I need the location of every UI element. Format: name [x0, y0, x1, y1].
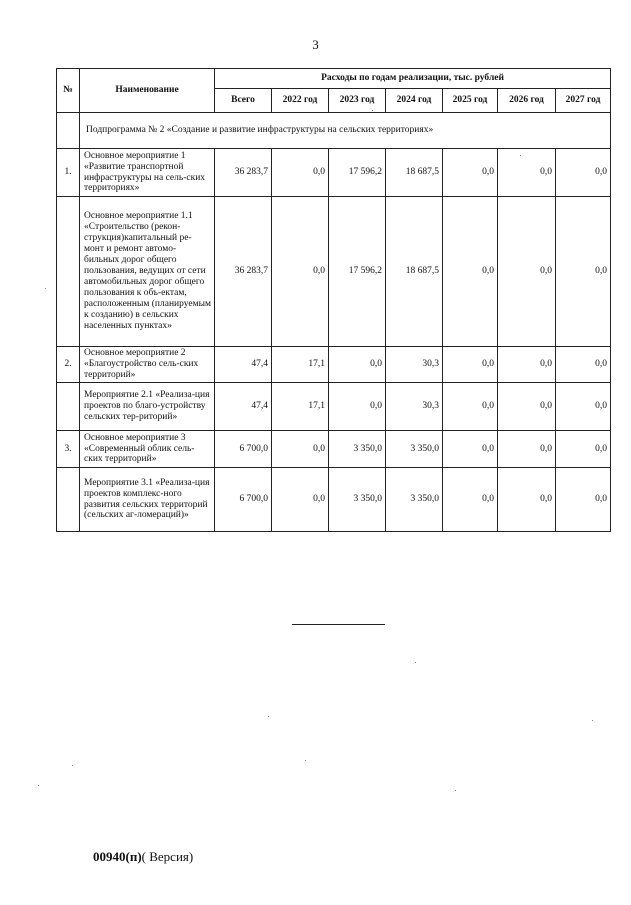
- row-value: 0,0: [556, 431, 611, 468]
- row-value: 0,0: [556, 383, 611, 431]
- row-value: 3 350,0: [329, 431, 386, 468]
- header-year: 2023 год: [329, 89, 386, 113]
- scan-speck: [592, 720, 593, 721]
- row-value: 0,0: [443, 347, 498, 383]
- header-name: Наименование: [80, 69, 215, 113]
- table-row: [57, 468, 611, 532]
- header-expenses: Расходы по годам реализации, тыс. рублей: [215, 69, 611, 89]
- row-name: Основное мероприятие 1.1 «Строительство (рекон-струкция)капитальный ре-монт и ремонт автомо-бильных дорог общего пользования, ведущих от сети автомобильных дорог общего пользования к объ-ектам, расположенным (планируемым к созданию) в сельских населенных пунктах»: [80, 197, 215, 347]
- subprogram-title: Подпрограмма № 2 «Создание и развитие инфраструктуры на сельских территориях»: [80, 113, 611, 149]
- row-name: Основное мероприятие 2 «Благоустройство сель-ских территорий»: [80, 347, 215, 383]
- header-year: 2024 год: [386, 89, 443, 113]
- row-value: 17 596,2: [329, 197, 386, 347]
- header-year: 2025 год: [443, 89, 498, 113]
- row-value: 3 350,0: [386, 431, 443, 468]
- row-value: 0,0: [498, 197, 556, 347]
- row-value: 0,0: [329, 383, 386, 431]
- page-number: 3: [312, 37, 319, 52]
- row-value: 0,0: [498, 468, 556, 532]
- row-total: 47,4: [215, 383, 272, 431]
- row-value: 0,0: [443, 431, 498, 468]
- row-value: 0,0: [443, 468, 498, 532]
- row-value: 3 350,0: [386, 468, 443, 532]
- row-name: Основное мероприятие 1 «Развитие транспортной инфраструктуры на сель-ских территориях»: [80, 149, 215, 197]
- table-row: [57, 431, 611, 468]
- row-value: 17 596,2: [329, 149, 386, 197]
- row-value: 0,0: [498, 347, 556, 383]
- header-year: 2026 год: [498, 89, 556, 113]
- header-num: №: [57, 69, 80, 113]
- row-name: Мероприятие 3.1 «Реализа-ция проектов комплекс-ного развития сельских территорий (сельских аг-ломераций)»: [80, 468, 215, 532]
- row-total: 36 283,7: [215, 197, 272, 347]
- header-total: Всего: [215, 89, 272, 113]
- row-num: [57, 468, 80, 532]
- row-value: 0,0: [443, 383, 498, 431]
- row-value: 0,0: [556, 347, 611, 383]
- table-row: [57, 197, 611, 347]
- table-row: [57, 347, 611, 383]
- scan-speck: [72, 765, 73, 766]
- row-value: 17,1: [272, 383, 329, 431]
- subprogram-num-cell: [57, 113, 80, 149]
- row-value: 3 350,0: [329, 468, 386, 532]
- scan-speck: [455, 790, 456, 791]
- scan-speck: [45, 288, 46, 289]
- row-value: 0,0: [329, 347, 386, 383]
- row-num: [57, 383, 80, 431]
- table-row: [57, 383, 611, 431]
- scan-speck: [372, 110, 373, 111]
- scan-speck: [305, 760, 306, 761]
- table-row: [57, 149, 611, 197]
- header-year: 2027 год: [556, 89, 611, 113]
- row-value: 0,0: [498, 383, 556, 431]
- header-year: 2022 год: [272, 89, 329, 113]
- row-value: 0,0: [556, 468, 611, 532]
- row-total: 6 700,0: [215, 431, 272, 468]
- row-value: 0,0: [272, 197, 329, 347]
- document-code-bold: 00940(п): [93, 849, 142, 864]
- row-total: 47,4: [215, 347, 272, 383]
- footer-separator-line: [292, 624, 385, 625]
- row-value: 30,3: [386, 347, 443, 383]
- row-value: 0,0: [443, 197, 498, 347]
- document-code: [93, 849, 193, 865]
- row-num: 3.: [57, 431, 80, 468]
- row-name: Мероприятие 2.1 «Реализа-ция проектов по благо-устройству сельских тер-риторий»: [80, 383, 215, 431]
- row-value: 0,0: [498, 149, 556, 197]
- row-value: 0,0: [272, 431, 329, 468]
- row-value: 0,0: [556, 197, 611, 347]
- scan-speck: [268, 716, 269, 717]
- row-value: 18 687,5: [386, 197, 443, 347]
- row-total: 6 700,0: [215, 468, 272, 532]
- row-value: 0,0: [556, 149, 611, 197]
- row-value: 0,0: [272, 468, 329, 532]
- row-value: 0,0: [272, 149, 329, 197]
- row-value: 0,0: [498, 431, 556, 468]
- row-value: 30,3: [386, 383, 443, 431]
- row-value: 0,0: [443, 149, 498, 197]
- row-name: Основное мероприятие 3 «Современный облик сель-ских территорий»: [80, 431, 215, 468]
- scan-speck: [520, 155, 521, 156]
- row-total: 36 283,7: [215, 149, 272, 197]
- row-value: 18 687,5: [386, 149, 443, 197]
- row-num: 1.: [57, 149, 80, 197]
- scan-speck: [38, 785, 39, 786]
- row-value: 17,1: [272, 347, 329, 383]
- scan-speck: [415, 662, 416, 663]
- budget-table: [56, 68, 611, 532]
- document-code-version: ( Версия): [141, 849, 194, 864]
- row-num: [57, 197, 80, 347]
- row-num: 2.: [57, 347, 80, 383]
